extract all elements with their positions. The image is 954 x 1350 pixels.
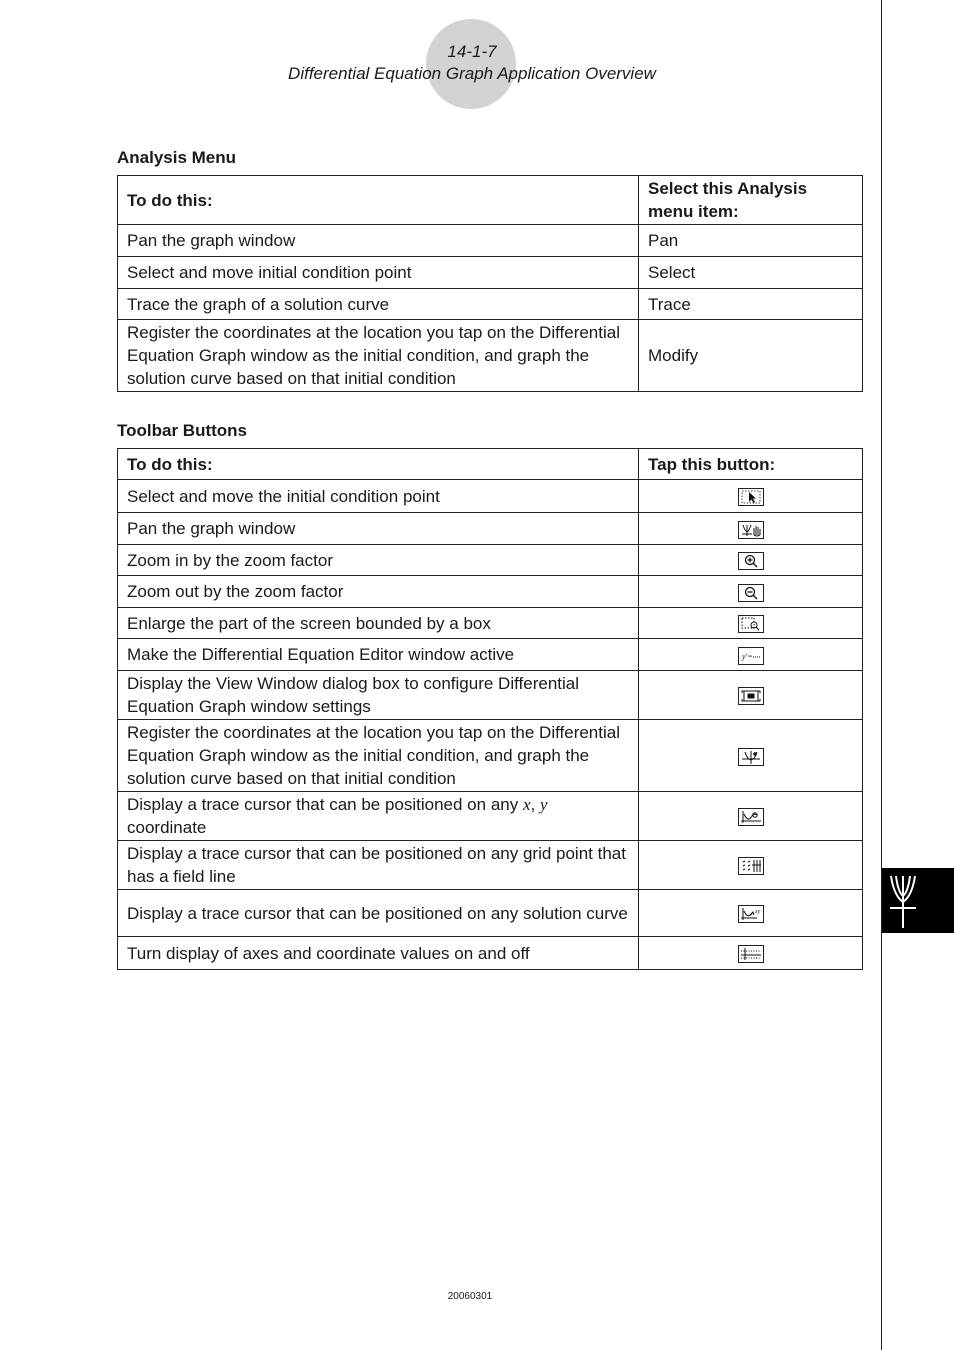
button-cell (639, 841, 863, 890)
column-header: To do this: (118, 176, 639, 225)
axes-toggle-icon[interactable] (738, 945, 764, 963)
table-row (118, 937, 863, 970)
table-header-row (118, 176, 863, 225)
action-cell: Zoom in by the zoom factor (118, 545, 639, 576)
trace-xy-icon[interactable] (738, 808, 764, 826)
right-margin-rule (881, 0, 882, 1350)
diffeq-chapter-icon (882, 868, 954, 933)
menu-item-cell: Trace (639, 289, 863, 320)
table-row (118, 841, 863, 890)
table-row (118, 320, 863, 392)
table-row (118, 720, 863, 792)
table-row (118, 576, 863, 608)
table-row (118, 890, 863, 937)
table-row (118, 671, 863, 720)
table-row (118, 639, 863, 671)
pan-hand-icon[interactable] (738, 521, 764, 539)
action-cell: Select and move the initial condition point (118, 480, 639, 513)
modify-icon[interactable] (738, 748, 764, 766)
column-header: Select this Analysis menu item: (639, 176, 863, 225)
action-cell: Select and move initial condition point (118, 257, 639, 289)
select-arrow-icon[interactable] (738, 488, 764, 506)
table-row (118, 225, 863, 257)
action-cell: Display a trace cursor that can be positioned on any solution curve (118, 890, 639, 937)
footer-code: 20060301 (447, 1291, 493, 1302)
action-cell: Display the View Window dialog box to configure Differential Equation Graph window settings (118, 671, 639, 720)
button-cell (639, 576, 863, 608)
action-cell: Zoom out by the zoom factor (118, 576, 639, 608)
action-cell: Trace the graph of a solution curve (118, 289, 639, 320)
table-row (118, 480, 863, 513)
button-cell (639, 890, 863, 937)
action-cell: Display a trace cursor that can be positioned on any grid point that has a field line (118, 841, 639, 890)
view-window-icon[interactable] (738, 687, 764, 705)
button-cell (639, 545, 863, 576)
table-row (118, 545, 863, 576)
column-header: Tap this button: (639, 449, 863, 480)
table-row (118, 289, 863, 320)
variable-x: x (522, 795, 531, 814)
button-cell (639, 671, 863, 720)
button-cell (639, 720, 863, 792)
zoom-box-icon[interactable] (738, 615, 764, 633)
button-cell (639, 608, 863, 639)
button-cell (639, 792, 863, 841)
table-header-row (118, 449, 863, 480)
button-cell (639, 937, 863, 970)
action-cell: Make the Differential Equation Editor window active (118, 639, 639, 671)
page-number: 14-1-7 (447, 42, 497, 61)
action-cell: Enlarge the part of the screen bounded by a box (118, 608, 639, 639)
chapter-tab (882, 868, 954, 933)
toolbar-buttons-table (117, 448, 863, 970)
menu-item-cell: Pan (639, 225, 863, 257)
menu-item-cell: Select (639, 257, 863, 289)
toolbar-buttons-heading: Toolbar Buttons (117, 421, 247, 440)
zoom-in-icon[interactable] (738, 552, 764, 570)
button-cell (639, 480, 863, 513)
button-cell (639, 513, 863, 545)
action-cell: Pan the graph window (118, 513, 639, 545)
variable-y: y (539, 795, 548, 814)
analysis-menu-heading: Analysis Menu (117, 148, 237, 167)
svg-text:y'=: y'= (741, 651, 753, 661)
table-row (118, 608, 863, 639)
action-cell (118, 792, 639, 841)
action-cell: Pan the graph window (118, 225, 639, 257)
table-row (118, 792, 863, 841)
table-row (118, 513, 863, 545)
svg-text:xy: xy (754, 909, 760, 916)
analysis-menu-table (117, 175, 863, 392)
action-text: Display a trace cursor that can be positioned on any (127, 795, 523, 814)
button-cell (639, 639, 863, 671)
trace-curve-icon[interactable] (738, 905, 764, 923)
action-cell: Turn display of axes and coordinate values on and off (118, 937, 639, 970)
table-row (118, 257, 863, 289)
menu-item-cell: Modify (639, 320, 863, 392)
column-header: To do this: (118, 449, 639, 480)
action-cell: Register the coordinates at the location you tap on the Differential Equation Graph window as the initial condition, and graph the solution curve based on that initial condition (118, 720, 639, 792)
action-text: coordinate (127, 818, 207, 837)
zoom-out-icon[interactable] (738, 584, 764, 602)
page-title: Differential Equation Graph Application Overview (288, 64, 656, 83)
action-text: , (530, 795, 540, 814)
trace-field-icon[interactable] (738, 857, 764, 875)
action-cell: Register the coordinates at the location you tap on the Differential Equation Graph window as the initial condition, and graph the solution curve based on that initial condition (118, 320, 639, 392)
editor-window-icon[interactable] (738, 647, 764, 665)
